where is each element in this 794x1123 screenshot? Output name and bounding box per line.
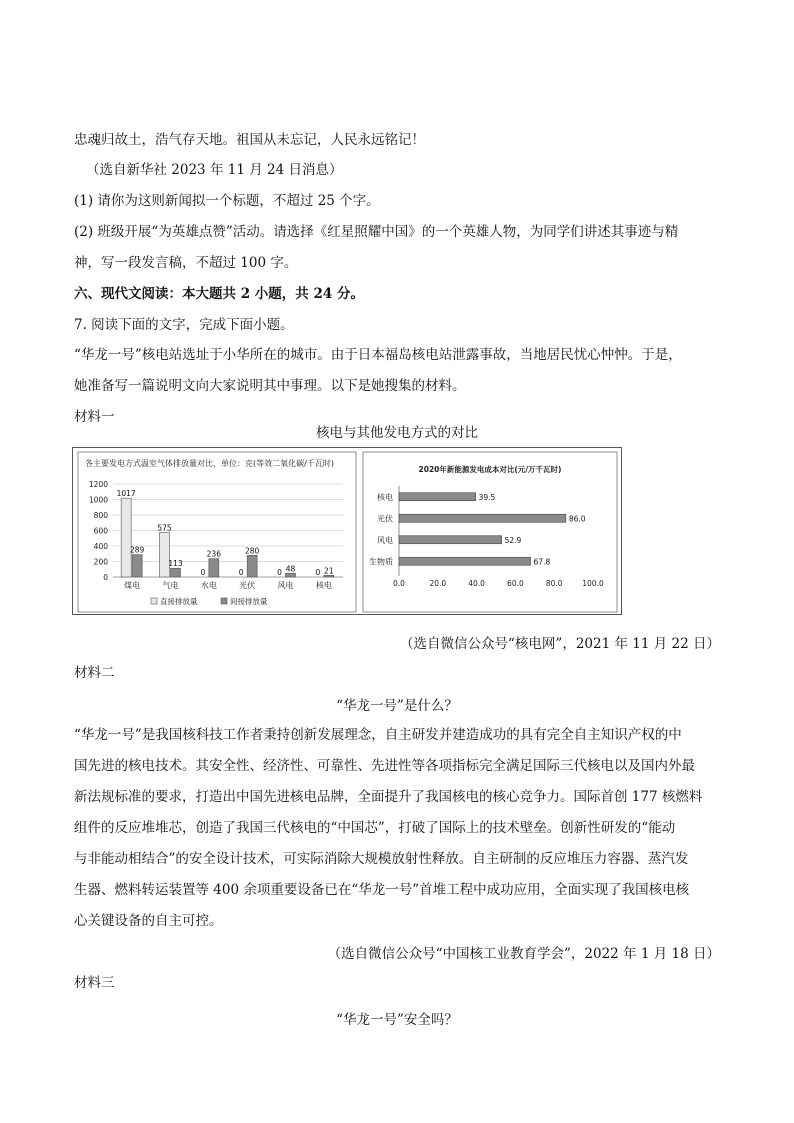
material2-line-7: 心关键设备的自主可控。 (74, 913, 223, 929)
bar-value-label: 1017 (116, 489, 136, 499)
question-1: (1) 请你为这则新闻拟一个标题，不超过 25 个字。 (74, 193, 380, 209)
x-tick-label: 20.0 (429, 579, 447, 588)
bar-value-label: 289 (130, 545, 145, 555)
bar-value-label: 113 (168, 559, 183, 569)
bar-value-label: 575 (157, 523, 172, 533)
y-category-label: 生物质 (369, 557, 393, 567)
legend-label: 直接排放量 (160, 597, 198, 606)
y-tick-label: 1200 (88, 480, 108, 489)
material1-label: 材料一 (74, 409, 115, 425)
material2-title: “华龙一号”是什么？ (336, 698, 458, 714)
x-category-label: 核电 (315, 581, 332, 590)
bar-value-label: 0 (315, 568, 321, 577)
material2-line-5: 与非能动相结合”的安全设计技术，可实际消除大规模放射性释放。自主研制的反应堆压力容器、蒸汽发 (74, 851, 689, 867)
left-chart-frame (78, 452, 356, 612)
x-tick-label: 0.0 (393, 579, 405, 588)
material3-title: “华龙一号”安全吗？ (336, 1012, 458, 1028)
bar-indirect (286, 573, 296, 577)
text-line-1: 忠魂归故土，浩气存天地。祖国从未忘记，人民永远铭记！ (74, 132, 425, 148)
material1-source: （选自微信公众号“核电网”，2021 年 11 月 22 日） (400, 636, 720, 652)
x-category-label: 风电 (277, 581, 294, 590)
intro-line-2: 她准备写一篇说明文向大家说明其中事理。以下是她搜集的材料。 (74, 378, 466, 394)
cost-bar (399, 536, 502, 544)
question-7: 7. 阅读下面的文字，完成下面小题。 (74, 317, 294, 333)
y-tick-label: 200 (93, 557, 108, 567)
x-category-label: 光伏 (239, 581, 256, 590)
right-chart-frame (363, 452, 617, 612)
bar-value-label: 0 (238, 568, 244, 577)
bar-value-label: 236 (206, 549, 221, 559)
cost-bar (399, 557, 531, 565)
material2-label: 材料二 (74, 665, 115, 681)
right-chart-title: 2020年新能源发电成本对比(元/万千瓦时) (418, 465, 562, 474)
bar-indirect (247, 555, 257, 577)
cost-value-label: 39.5 (478, 492, 496, 502)
y-category-label: 核电 (377, 492, 393, 502)
section-heading: 六、现代文阅读：本大题共 2 小题，共 24 分。 (74, 286, 364, 302)
cost-bar (399, 493, 476, 501)
news-source: （选自新华社 2023 年 11 月 24 日消息） (86, 162, 343, 178)
y-category-label: 光伏 (377, 514, 393, 524)
bar-value-label: 0 (200, 568, 206, 577)
y-tick-label: 800 (93, 511, 108, 520)
legend-swatch (151, 598, 157, 604)
bar-indirect (171, 568, 181, 577)
x-tick-label: 80.0 (545, 579, 563, 588)
material2-line-3: 新法规标准的要求，打造出中国先进核电品牌，全面提升了我国核电的核心竞争力。国际首创 177 核燃料 (74, 789, 703, 805)
bar-value-label: 0 (277, 568, 282, 577)
bar-indirect (209, 559, 219, 577)
x-category-label: 水电 (200, 581, 217, 590)
bar-value-label: 21 (324, 566, 334, 576)
bar-direct (121, 498, 131, 577)
x-tick-label: 100.0 (582, 579, 604, 588)
cost-bar (399, 514, 566, 522)
bar-indirect (132, 555, 142, 577)
cost-value-label: 52.9 (504, 535, 522, 545)
material3-label: 材料三 (74, 975, 115, 991)
x-tick-label: 60.0 (507, 579, 524, 588)
material2-line-1: “华龙一号”是我国核科技工作者秉持创新发展理念，自主研发并建造成功的具有完全自主知识产权的中 (74, 727, 682, 743)
comparison-charts (73, 448, 623, 616)
material2-line-2: 国先进的核电技术。其安全性、经济性、可靠性、先进性等各项指标完全满足国际三代核电以及国内外最 (74, 758, 695, 774)
bar-value-label: 48 (285, 564, 296, 574)
material1-title: 核电与其他发电方式的对比 (316, 425, 478, 441)
cost-value-label: 67.8 (533, 557, 551, 567)
bar-value-label: 280 (245, 546, 260, 556)
material2-source: （选自微信公众号“中国核工业教育学会”，2022 年 1 月 18 日） (327, 946, 720, 962)
legend-label: 间接排放量 (230, 597, 268, 606)
y-tick-label: 0 (103, 573, 108, 582)
left-chart-title: 各主要发电方式温室气体排放量对比，单位：克(等效二氧化碳/千瓦时) (85, 459, 334, 468)
bar-indirect (324, 575, 334, 577)
y-category-label: 风电 (377, 535, 393, 545)
y-tick-label: 400 (93, 542, 108, 551)
material2-line-6: 生器、燃料转运装置等 400 余项重要设备已在“华龙一号”首堆工程中成功应用，全面实现了我国核电核 (74, 882, 690, 898)
y-tick-label: 1000 (88, 495, 108, 505)
x-category-label: 气电 (162, 581, 179, 590)
bar-direct (160, 532, 170, 577)
x-category-label: 煤电 (124, 581, 141, 590)
x-tick-label: 40.0 (468, 579, 485, 588)
intro-line-1: “华龙一号”核电站选址于小华所在的城市。由于日本福岛核电站泄露事故，当地居民忧心忡忡。于是， (74, 347, 682, 363)
cost-value-label: 86.0 (568, 514, 586, 524)
legend-swatch (221, 598, 227, 604)
question-2-cont: 神，写一段发言稿，不超过 100 字。 (74, 255, 298, 271)
material2-line-4: 组件的反应堆堆芯，创造了我国三代核电的“中国芯”，打破了国际上的技术壁垒。创新性研发的“能动 (74, 820, 676, 836)
question-2: (2) 班级开展“为英雄点赞”活动。请选择《红星照耀中国》的一个英雄人物，为同学们讲述其事迹与精 (74, 224, 679, 240)
y-tick-label: 600 (93, 526, 108, 536)
chart-figure (72, 447, 622, 615)
